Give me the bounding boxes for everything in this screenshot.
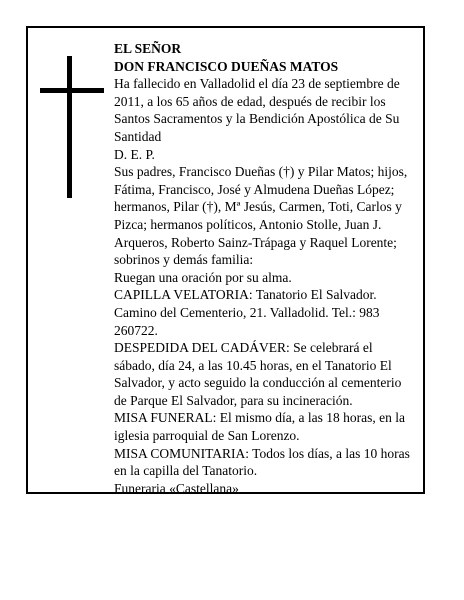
death-announcement: Ha fallecido en Valladolid el día 23 de septiembre de 2011, a los 65 años de edad, después de recibir los Santos Sacramentos y la Bendición Apostólica de Su Santidad (114, 76, 400, 144)
obituary-notice (26, 26, 425, 494)
prayer-request: Ruegan una oración por su alma. (114, 269, 292, 285)
funeral-mass-info: MISA FUNERAL: El mismo día, a las 18 horas, en la iglesia parroquial de San Lorenzo. (114, 410, 405, 444)
farewell-info: DESPEDIDA DEL CADÁVER: Se celebrará el sábado, día 24, a las 10.45 horas, en el Tanatorio El Salvador, y acto seguido la conducción al cementerio de Parque El Salvador, para su incineración. (114, 340, 402, 408)
deceased-name: DON FRANCISCO DUEÑAS MATOS (114, 58, 339, 74)
family-list: Sus padres, Francisco Dueñas (†) y Pilar Matos; hijos, Fátima, Francisco, José y Almudena Dueñas López; hermanos, Pilar (†), Mª Jesús, Carmen, Toti, Carlos y Pizca; hermanos políticos, Antonio Stolle, Juan J. Arqueros, Roberto Sainz-Trápaga y Raquel Lorente; sobrinos y demás familia: (114, 164, 408, 268)
notice-text (114, 40, 414, 497)
latin-cross-icon (40, 56, 104, 198)
community-mass-info: MISA COMUNITARIA: Todos los días, a las 10 horas en la capilla del Tanatorio. (114, 445, 410, 479)
rest-in-peace: D. E. P. (114, 146, 155, 162)
chapel-info: CAPILLA VELATORIA: Tanatorio El Salvador. Camino del Cementerio, 21. Valladolid. Tel.: 983 260722. (114, 287, 380, 338)
cross-vertical-bar (67, 56, 72, 198)
funeral-home: Funeraria «Castellana» (114, 480, 239, 496)
cross-horizontal-bar (40, 88, 104, 93)
title-line-1: EL SEÑOR (114, 41, 182, 56)
